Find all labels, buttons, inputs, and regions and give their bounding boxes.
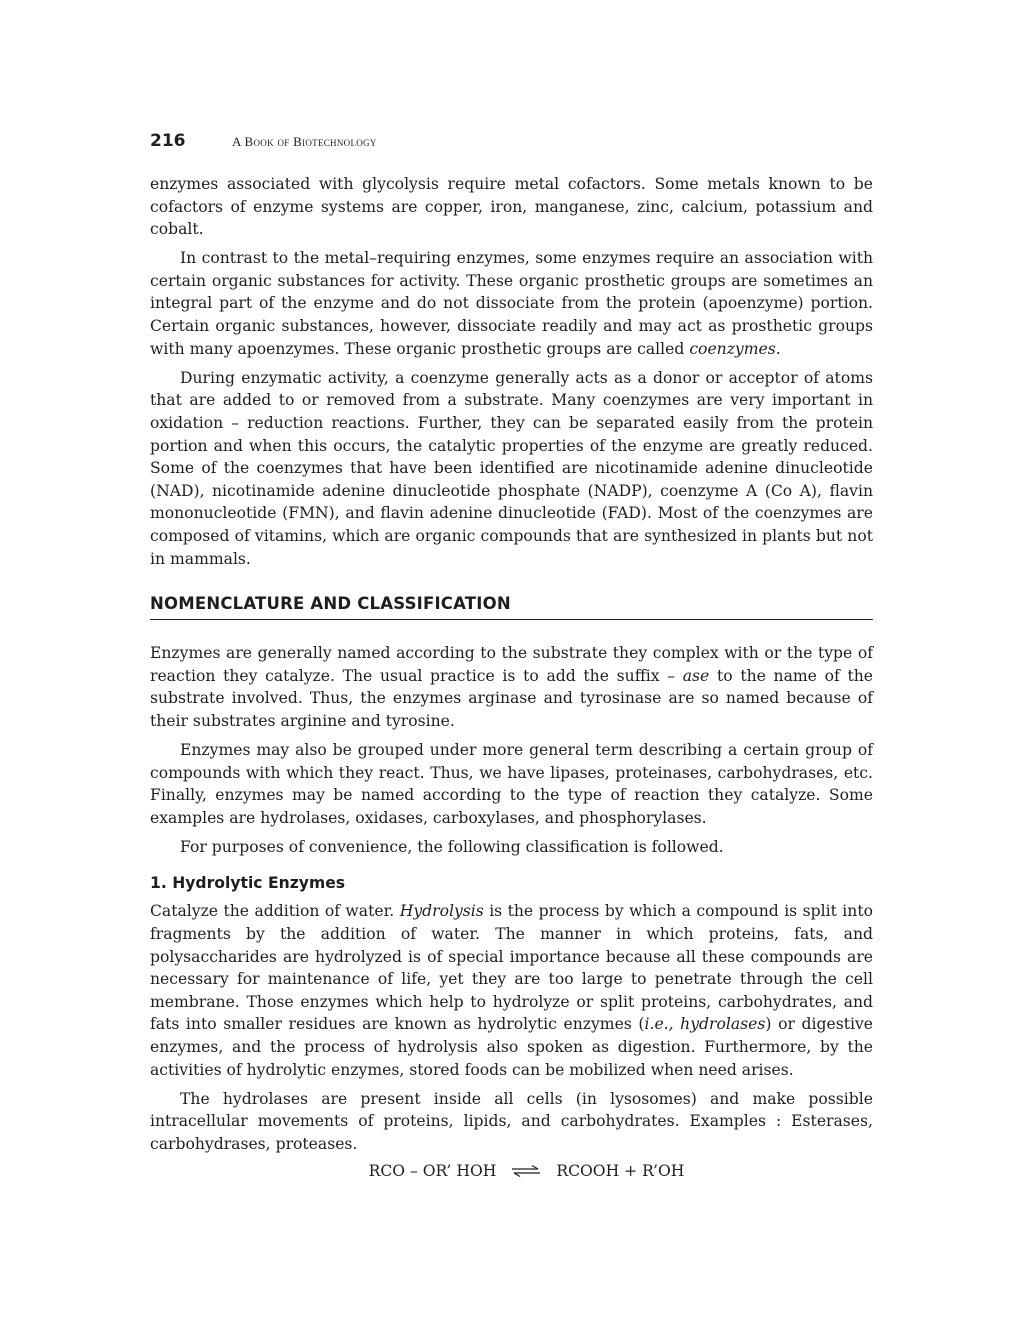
paragraph-hydrolases: The hydrolases are present inside all cells (in lysosomes) and make possible intracellular movements of proteins, lipids, and carbohydrates. Examples : Esterases, carbohydrases, proteases.	[150, 1089, 873, 1153]
text-run: .	[775, 339, 781, 358]
term-hydrolases: i.e., hydrolases	[644, 1015, 766, 1034]
paragraph-coenzyme-activity: During enzymatic activity, a coenzyme generally acts as a donor or acceptor of atoms that are added to or removed from a substrate. Many coenzymes are very important in oxidation – reduction reactions. Further, they can be separated easily from the protein portion and when this occurs, the catalytic properties of the enzyme are greatly reduced. Some of the coenzymes that have been identified are nicotinamide adenine dinucleotide (NAD), nicotinamide adenine dinucleotide phosphate (NADP), coenzyme A (Co A), flavin mononucleotide (FMN), and flavin adenine dinucleotide (FAD). Most of the coenzymes are composed of vitamins, which are organic compounds that are synthesized in plants but not in mammals.	[150, 368, 873, 568]
text-run: Catalyze the addition of water.	[150, 902, 400, 921]
equation-reactants: RCO – OR’ HOH	[368, 1161, 497, 1180]
running-title: A Book of Biotechnology	[232, 134, 377, 149]
paragraph-coenzymes-intro	[150, 247, 873, 360]
equilibrium-arrow-icon	[510, 1164, 542, 1178]
term-ase: ase	[682, 666, 710, 685]
paragraph-cofactors: enzymes associated with glycolysis require metal cofactors. Some metals known to be cofactors of enzyme systems are copper, iron, manganese, zinc, calcium, potassium and cobalt.	[150, 175, 873, 239]
paragraph-classification: For purposes of convenience, the following classification is followed.	[180, 837, 724, 856]
subsection-heading: 1. Hydrolytic Enzymes	[150, 874, 346, 893]
reaction-equation	[150, 1162, 873, 1180]
text-run: Enzymes are generally named according to the substrate they complex with or the type of reaction they catalyze. The usual practice is to add the suffix –	[150, 644, 873, 685]
page-body	[150, 173, 873, 1180]
term-hydrolysis: Hydrolysis	[399, 902, 484, 921]
page-header	[150, 131, 377, 153]
paragraph-hydrolysis	[150, 900, 873, 1081]
text-run: is the process by which a compound is split into fragments by the addition of water. The manner in which proteins, fats, and polysaccharides are hydrolyzed is of special importance because all these compounds are necessary for maintenance of life, yet they are too large to penetrate through the cell membrane. Those enzymes which help to hydrolyze or split proteins, carbohydrates, and fats into smaller residues are known as hydrolytic enzymes (	[150, 902, 873, 1034]
page-number: 216	[150, 131, 186, 151]
term-coenzymes: coenzymes	[689, 339, 776, 358]
paragraph-grouping: Enzymes may also be grouped under more general term describing a certain group of compounds with which they react. Thus, we have lipases, proteinases, carbohydrases, etc. Finally, enzymes may be named according to the type of reaction they catalyze. Some examples are hydrolases, oxidases, carboxylases, and phosphorylases.	[150, 740, 873, 827]
equation-products: RCOOH + R’OH	[556, 1161, 685, 1180]
paragraph-naming	[150, 642, 873, 732]
text-run: ) or digestive enzymes, and the process of hydrolysis also spoken as digestion. Furthermore, by the activities of hydrolytic enzymes, stored foods can be mobilized when need arises.	[150, 1015, 873, 1079]
text-run: In contrast to the metal–requiring enzymes, some enzymes require an association with certain organic substances for activity. These organic prosthetic groups are sometimes an integral part of the enzyme and do not dissociate from the protein (apoenzyme) portion. Certain organic substances, however, dissociate readily and may act as prosthetic groups with many apoenzymes. These organic prosthetic groups are called	[150, 249, 873, 358]
text-run: to the name of the substrate involved. Thus, the enzymes arginase and tyrosinase are so named because of their substrates arginine and tyrosine.	[150, 666, 873, 730]
section-heading: NOMENCLATURE AND CLASSIFICATION	[150, 594, 873, 620]
